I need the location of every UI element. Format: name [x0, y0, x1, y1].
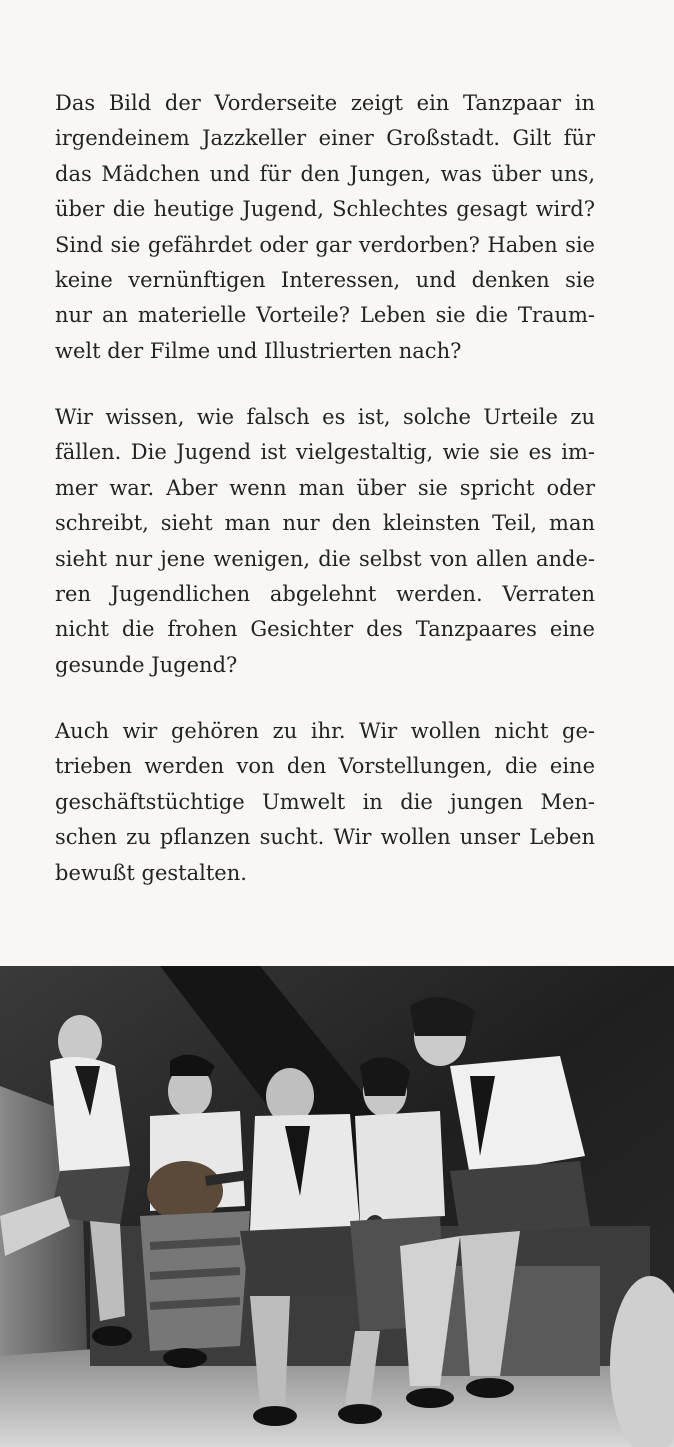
paragraph-2: [55, 400, 595, 683]
text-line: schen zu pflanzen sucht. Wir wollen unser Leben: [55, 825, 595, 850]
paragraph-1: [55, 86, 595, 369]
text-line: nur an materielle Vorteile? Leben sie die Traum-: [55, 303, 595, 328]
text-line: Das Bild der Vorderseite zeigt ein Tanzpaar in: [55, 91, 595, 115]
text-line: ren Jugendlichen abgelehnt werden. Verraten: [55, 582, 595, 607]
text-line: irgendeinem Jazzkeller einer Großstadt. Gilt für: [55, 126, 595, 151]
text-line: keine vernünftigen Interessen, und denken sie: [55, 268, 595, 293]
text-line: das Mädchen und für den Jungen, was über uns,: [55, 161, 595, 186]
text-line: Wir wissen, wie falsch es ist, solche Urteile zu: [55, 405, 595, 429]
text-line: geschäftstüchtige Umwelt in die jungen Men-: [55, 789, 595, 814]
photograph: [0, 966, 674, 1447]
text-line: Auch wir gehören zu ihr. Wir wollen nicht ge-: [55, 719, 595, 743]
text-line: fällen. Die Jugend ist vielgestaltig, wie sie es im-: [55, 440, 595, 465]
text-line: Sind sie gefährdet oder gar verdorben? Haben sie: [55, 232, 595, 257]
text-line: welt der Filme und Illustrierten nach?: [55, 338, 462, 363]
text-line: gesunde Jugend?: [55, 652, 238, 677]
text-line: mer war. Aber wenn man über sie spricht oder: [55, 475, 595, 500]
photo-illustration: [0, 966, 674, 1447]
text-line: sieht nur jene wenigen, die selbst von allen ande-: [55, 546, 595, 571]
text-line: schreibt, sieht man nur den kleinsten Teil, man: [55, 511, 595, 536]
text-line: trieben werden von den Vorstellungen, die eine: [55, 754, 595, 779]
paragraph-3: [55, 714, 595, 891]
text-line: bewußt gestalten.: [55, 860, 247, 885]
text-line: über die heutige Jugend, Schlechtes gesagt wird?: [55, 197, 595, 222]
text-line: nicht die frohen Gesichter des Tanzpaares eine: [55, 617, 595, 642]
